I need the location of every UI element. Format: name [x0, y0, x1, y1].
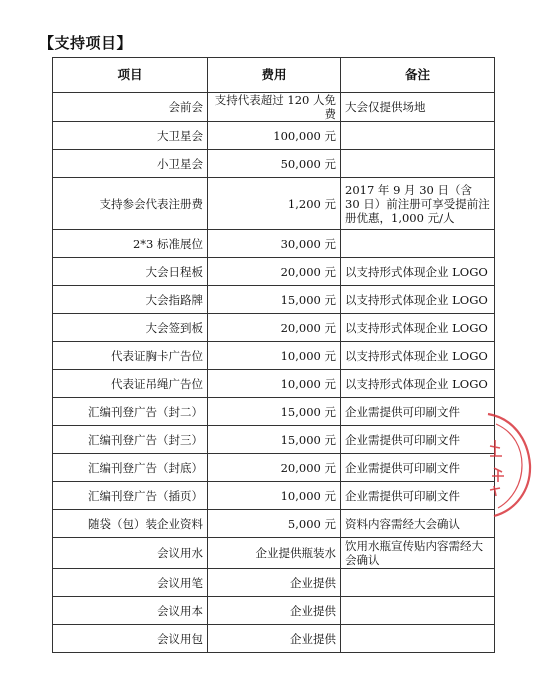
note-cell: 以支持形式体现企业 LOGO — [341, 286, 495, 314]
fee-cell: 15,000 元 — [208, 398, 341, 426]
column-header-fee: 费用 — [208, 58, 341, 93]
fee-cell: 企业提供 — [208, 569, 341, 597]
item-cell: 小卫星会 — [53, 150, 208, 178]
table-row — [53, 625, 495, 653]
support-items-table — [52, 57, 495, 653]
table-row — [53, 569, 495, 597]
item-cell: 随袋（包）装企业资料 — [53, 510, 208, 538]
item-cell: 大会签到板 — [53, 314, 208, 342]
item-cell: 2*3 标准展位 — [53, 230, 208, 258]
table-row — [53, 510, 495, 538]
note-cell: 饮用水瓶宣传贴内容需经大会确认 — [341, 538, 495, 569]
item-cell: 大会日程板 — [53, 258, 208, 286]
item-cell: 会议用包 — [53, 625, 208, 653]
table-row — [53, 122, 495, 150]
note-cell: 企业需提供可印刷文件 — [341, 482, 495, 510]
item-cell: 汇编刊登广告（插页） — [53, 482, 208, 510]
note-cell: 企业需提供可印刷文件 — [341, 454, 495, 482]
note-cell: 以支持形式体现企业 LOGO — [341, 370, 495, 398]
fee-cell: 15,000 元 — [208, 426, 341, 454]
page-title: 【支持项目】 — [39, 34, 133, 52]
fee-cell: 100,000 元 — [208, 122, 341, 150]
note-cell — [341, 230, 495, 258]
fee-cell: 20,000 元 — [208, 258, 341, 286]
item-cell: 汇编刊登广告（封三） — [53, 426, 208, 454]
item-cell: 大会指路牌 — [53, 286, 208, 314]
note-cell — [341, 569, 495, 597]
table-row — [53, 178, 495, 230]
table-row — [53, 538, 495, 569]
note-cell: 以支持形式体现企业 LOGO — [341, 258, 495, 286]
note-cell — [341, 597, 495, 625]
fee-cell: 支持代表超过 120 人免费 — [208, 93, 341, 122]
fee-cell: 企业提供 — [208, 625, 341, 653]
item-cell: 代表证吊绳广告位 — [53, 370, 208, 398]
item-cell: 大卫星会 — [53, 122, 208, 150]
item-cell: 会前会 — [53, 93, 208, 122]
item-cell: 代表证胸卡广告位 — [53, 342, 208, 370]
table-row — [53, 398, 495, 426]
note-cell: 资料内容需经大会确认 — [341, 510, 495, 538]
note-cell: 2017 年 9 月 30 日（含 30 日）前注册可享受提前注册优惠，1,000 元/人 — [341, 178, 495, 230]
table-row — [53, 454, 495, 482]
fee-cell: 10,000 元 — [208, 370, 341, 398]
note-cell: 以支持形式体现企业 LOGO — [341, 314, 495, 342]
fee-cell: 企业提供瓶装水 — [208, 538, 341, 569]
table-row — [53, 597, 495, 625]
fee-cell: 1,200 元 — [208, 178, 341, 230]
item-cell: 会议用本 — [53, 597, 208, 625]
note-cell: 企业需提供可印刷文件 — [341, 398, 495, 426]
table-row — [53, 314, 495, 342]
column-header-item: 项目 — [53, 58, 208, 93]
item-cell: 会议用水 — [53, 538, 208, 569]
fee-cell: 20,000 元 — [208, 454, 341, 482]
item-cell: 支持参会代表注册费 — [53, 178, 208, 230]
fee-cell: 5,000 元 — [208, 510, 341, 538]
seal-inner-arc — [496, 424, 522, 508]
table-row — [53, 150, 495, 178]
item-cell: 汇编刊登广告（封二） — [53, 398, 208, 426]
note-cell — [341, 150, 495, 178]
note-cell: 大会仅提供场地 — [341, 93, 495, 122]
fee-cell: 10,000 元 — [208, 342, 341, 370]
fee-cell: 50,000 元 — [208, 150, 341, 178]
table-row — [53, 258, 495, 286]
item-cell: 会议用笔 — [53, 569, 208, 597]
table-row — [53, 426, 495, 454]
fee-cell: 企业提供 — [208, 597, 341, 625]
table-row — [53, 342, 495, 370]
note-cell — [341, 122, 495, 150]
table-row — [53, 286, 495, 314]
fee-cell: 30,000 元 — [208, 230, 341, 258]
fee-cell: 15,000 元 — [208, 286, 341, 314]
table-row — [53, 230, 495, 258]
fee-cell: 20,000 元 — [208, 314, 341, 342]
note-cell — [341, 625, 495, 653]
column-header-note: 备注 — [341, 58, 495, 93]
table-row — [53, 93, 495, 122]
table-header-row — [53, 58, 495, 93]
item-cell: 汇编刊登广告（封底） — [53, 454, 208, 482]
fee-cell: 10,000 元 — [208, 482, 341, 510]
note-cell: 企业需提供可印刷文件 — [341, 426, 495, 454]
table-row — [53, 370, 495, 398]
table-row — [53, 482, 495, 510]
note-cell: 以支持形式体现企业 LOGO — [341, 342, 495, 370]
